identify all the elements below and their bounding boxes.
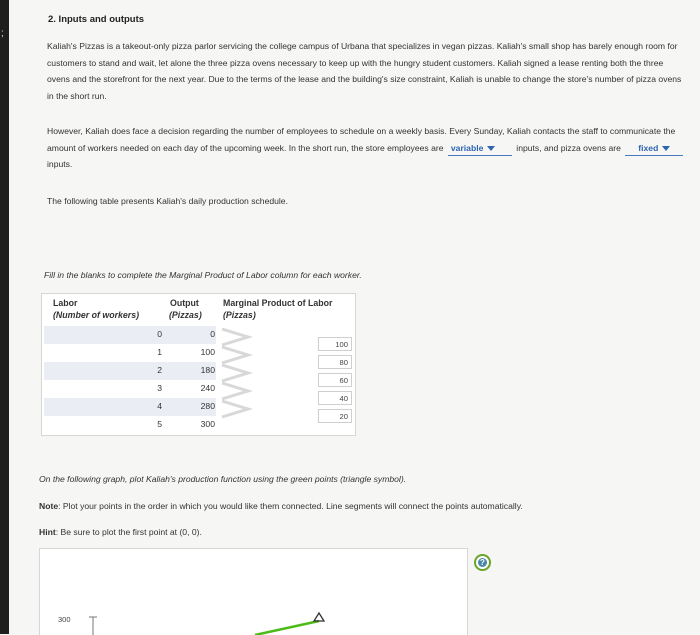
inputs-text-1: However, Kaliah does face a decision regarding the number of employees to schedule on a weekly basis. Every Sunday, Kaliah contacts the staff to communicate the amount of workers needed on each day of the upcoming week. In the short run, the store employees are (47, 126, 676, 153)
graph-canvas[interactable] (40, 549, 467, 635)
table-row (44, 398, 216, 416)
labor-input-type-dropdown[interactable] (448, 142, 512, 156)
chevron-right-icon (222, 401, 248, 417)
help-button[interactable] (474, 554, 491, 571)
header-output: Output (170, 298, 199, 308)
labor-cell: 4 (157, 401, 162, 411)
triangle-point-icon[interactable] (314, 613, 324, 621)
production-table (41, 293, 356, 436)
graph-hint (39, 527, 202, 537)
output-cell: 100 (200, 347, 215, 357)
header-labor-sub: (Number of workers) (53, 310, 140, 320)
sidebar-marker: ; (1, 28, 4, 39)
table-row (44, 326, 216, 344)
bracket-arrows (220, 327, 280, 427)
question-page (27, 0, 700, 634)
table-row (44, 344, 216, 362)
question-title: 2. Inputs and outputs (48, 14, 145, 25)
output-cell: 180 (200, 365, 215, 375)
labor-cell: 0 (157, 329, 162, 339)
header-mpl-sub: (Pizzas) (223, 310, 256, 320)
oven-input-type-dropdown[interactable] (625, 142, 683, 156)
mpl-answer-field[interactable]: 80 (318, 355, 352, 369)
plot-line-segment (255, 621, 319, 635)
chevron-right-icon (222, 365, 248, 381)
oven-input-type-value: fixed (638, 142, 659, 153)
graph-instruction: On the following graph, plot Kaliah's production function using the green points (triangle symbol). (39, 474, 407, 484)
inputs-paragraph (47, 123, 687, 173)
table-row (44, 380, 216, 398)
chevron-right-icon (222, 347, 248, 363)
note-text: : Plot your points in the order in which you would like them connected. Line segments will connect the points automatically. (58, 501, 523, 511)
inputs-text-3: inputs. (47, 159, 73, 170)
labor-input-type-value: variable (450, 142, 484, 153)
mpl-answer-field[interactable]: 40 (318, 391, 352, 405)
note-label: Note (39, 501, 59, 511)
output-cell: 300 (200, 419, 215, 429)
output-cell: 240 (200, 383, 215, 393)
header-mpl: Marginal Product of Labor (223, 298, 333, 308)
inputs-text-2: inputs, and pizza ovens are (516, 142, 621, 153)
labor-cell: 1 (157, 347, 162, 357)
y-tick-label: 300 (58, 615, 71, 624)
hint-label: Hint (39, 527, 56, 537)
chevron-right-icon (222, 329, 248, 345)
graph-note (39, 501, 523, 511)
mpl-answer-field[interactable]: 100 (318, 337, 352, 351)
labor-cell: 3 (157, 383, 162, 393)
labor-cell: 5 (157, 419, 162, 429)
mpl-answer-field[interactable]: 20 (318, 409, 352, 423)
table-instruction: Fill in the blanks to complete the Marginal Product of Labor column for each worker. (44, 270, 362, 280)
intro-paragraph: Kaliah's Pizzas is a takeout-only pizza parlor servicing the college campus of Urbana that specializes in vegan pizzas. Kaliah's small shop has barely enough room for customers to stand and wait, let alone the three pizza ovens necessary to keep up with the hungry student customers. Kaliah signed a lease renting both the three ovens and the storefront for the next year. Due to the terms of the lease and the building's size constraint, Kaliah is unable to change the store's number of pizza ovens in the short run. (47, 41, 682, 101)
header-output-sub: (Pizzas) (169, 310, 202, 320)
output-cell: 280 (200, 401, 215, 411)
table-row (44, 416, 216, 434)
hint-text: : Be sure to plot the first point at (0, 0). (55, 527, 202, 537)
table-intro: The following table presents Kaliah's daily production schedule. (47, 196, 288, 206)
table-row (44, 362, 216, 380)
chevron-down-icon (662, 146, 670, 151)
mpl-answer-field[interactable]: 60 (318, 373, 352, 387)
graph-panel[interactable] (39, 548, 468, 635)
output-cell: 0 (210, 329, 215, 339)
question-mark-icon: ? (478, 558, 487, 567)
chevron-down-icon (487, 146, 495, 151)
chevron-right-icon (222, 383, 248, 399)
labor-cell: 2 (157, 365, 162, 375)
left-sidebar (0, 0, 9, 634)
header-labor: Labor (53, 298, 78, 308)
